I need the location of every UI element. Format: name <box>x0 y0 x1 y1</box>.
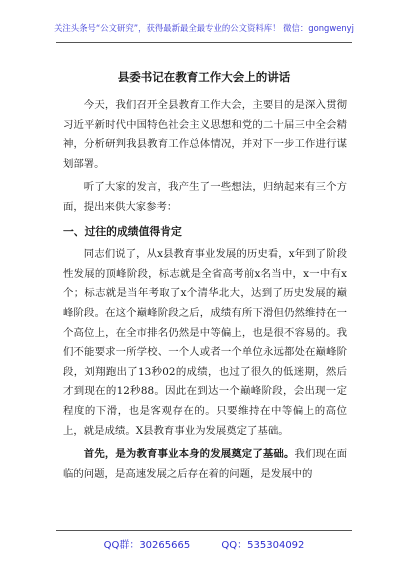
header-divider <box>56 42 352 43</box>
first-point-text: 我们现在面临的问题，是高速发展之后存在着的问题，是发展中的 <box>63 448 348 480</box>
document-body <box>63 96 347 484</box>
section-heading-1: 一、过往的成绩值得肯定 <box>63 224 182 238</box>
document-title: 县委书记在教育工作大会上的讲话 <box>117 70 291 84</box>
paragraph-intro: 听了大家的发言，我产生了一些想法，归纳起来有三个方面，提出来供大家参考： <box>63 181 347 213</box>
paragraph-history: 同志们说了，从x县教育事业发展的历史看，x年到了阶段性发展的顶峰阶段，标志就是全省高考前x名当中，x一中有x个；标志就是当年考取了x个清华北大，达到了历史发展的巅峰阶段。在这个巅峰阶段之后，成绩有所下滑但仍然维持在一个高位上，在全市排名仍然是中等偏上，也是很不容易的。我们不能要求一所学校、一个人或者一个单位永远都处在巅峰阶段，刘翔跑出了13秒02的成绩，也过了很久的低迷期，然后才到现在的12秒88。因此在到达一个巅峰阶段，会出现一定程度的下滑，也是客观存在的。只要维持在中等偏上的高位上，就是成绩。X县教育事业为发展奠定了基础。 <box>63 248 347 437</box>
first-point-lead: 首先，是为教育事业本身的发展奠定了基础。 <box>83 448 295 461</box>
footer-contact <box>0 536 408 551</box>
footer-qq-group: QQ群：30265665 <box>103 540 191 551</box>
paragraph-first-point <box>63 445 347 484</box>
footer-qq: QQ：535304092 <box>221 540 305 551</box>
paragraph-opening: 今天，我们召开全县教育工作大会，主要目的是深入贯彻习近平新时代中国特色社会主义思想和党的二十届三中全会精神，分析研判我县教育工作总体情况，并对下一步工作进行谋划部署。 <box>63 99 347 170</box>
header-promo-note: 关注头条号“公文研究”，获得最新最全最专业的公文资料库！ 微信：gongwenyj <box>54 23 354 33</box>
footer-divider <box>56 530 352 531</box>
